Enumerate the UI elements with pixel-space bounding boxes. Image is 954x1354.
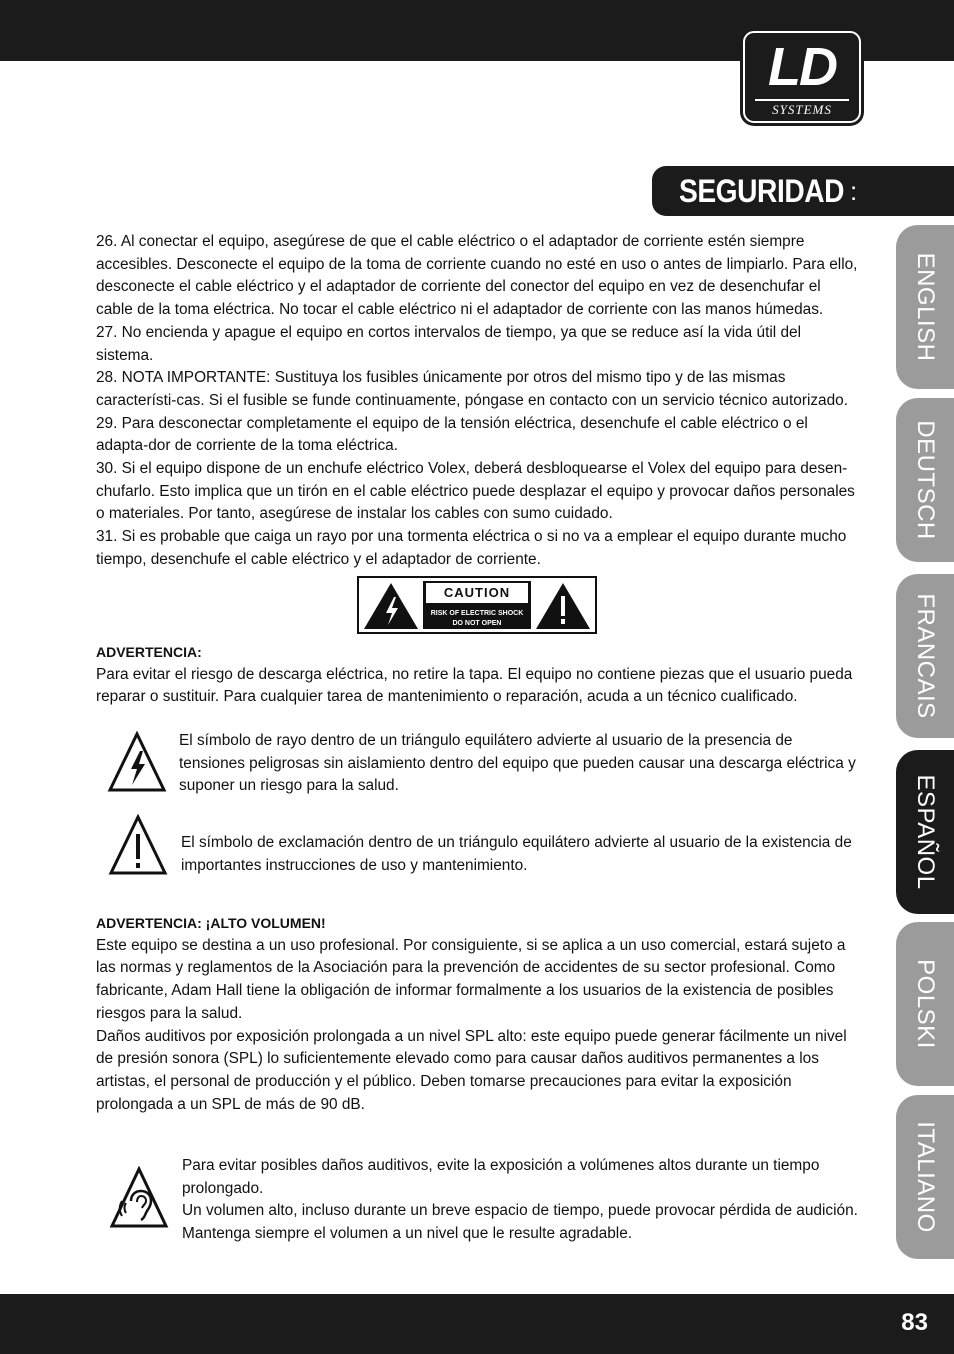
caution-center-panel: [423, 581, 531, 629]
section-title-text: SEGURIDAD: [679, 173, 845, 209]
safety-item-31: 31. Si es probable que caiga un rayo por una tormenta eléctrica o si no va a emplear el equipo durante mucho tiempo, desenchufe el cable eléctrico y el adaptador de corriente.: [96, 528, 847, 568]
warning-electric-heading: ADVERTENCIA:: [96, 644, 202, 660]
warning-volume-para2: Daños auditivos por exposición prolongada a un nivel SPL alto: este equipo puede generar fácilmente un nivel de presión sonora (SPL) lo suficientemente elevado como para causar daños auditivos permanentes a los artistas, el personal de producción y el público. Deben tomarse precauciones para evitar la exposición prolongada a un SPL de más de 90 dB.: [96, 1027, 847, 1113]
caution-label: [357, 576, 597, 634]
safety-item-29: 29. Para desconectar completamente el equipo de la tensión eléctrica, desenchufe el cable eléctrico o el adapta-dor de corriente de la toma eléctrica.: [96, 414, 808, 455]
caution-subtext: [423, 609, 531, 629]
exclamation-symbol-text: El símbolo de exclamación dentro de un triángulo equilátero advierte al usuario de la existencia de importantes instrucciones de uso y mantenimiento.: [181, 834, 852, 874]
lightning-warning-icon: [107, 731, 167, 793]
caution-word: CAUTION: [426, 583, 528, 603]
hearing-text-line1: Para evitar posibles daños auditivos, evite la exposición a volúmenes altos durante un tiempo prolongado.: [182, 1157, 820, 1197]
warning-electric: [96, 641, 858, 709]
hearing-text-line2: Un volumen alto, incluso durante un breve espacio de tiempo, puede provocar pérdida de audición. Mantenga siempre el volumen a un nivel que le resulte agradable.: [182, 1202, 858, 1243]
lightning-triangle-icon: [362, 581, 420, 631]
safety-item-30: 30. Si el equipo dispone de un enchufe eléctrico Volex, deberá desbloquearse el Volex del equipo para desen-chufarlo. Esto implica que un tirón en el cable eléctrico puede desplazar el equipo y provocar daños personales o materiales. Por tanto, asegúrese de instalar los cables con sumo cuidado.: [96, 460, 855, 523]
tab-espanol-label: ESPAÑOL: [912, 774, 939, 890]
ld-systems-logo: [740, 28, 864, 126]
tab-polski[interactable]: [896, 922, 954, 1086]
caution-subtext-line1: RISK OF ELECTRIC SHOCK: [430, 610, 524, 617]
safety-item-28: 28. NOTA IMPORTANTE: Sustituya los fusibles únicamente por otros del mismo tipo y de las mismas característi-cas. Si el fusible se funde continuamente, póngase en contacto con un servicio técnico autorizado.: [96, 369, 849, 409]
logo-sub-text: SYSTEMS: [755, 99, 849, 118]
tab-deutsch[interactable]: [896, 398, 954, 562]
exclamation-triangle-icon: [534, 581, 592, 631]
tab-deutsch-label: DEUTSCH: [912, 420, 939, 540]
tab-italiano-label: ITALIANO: [912, 1121, 939, 1233]
exclamation-warning-icon: [108, 814, 168, 876]
page-number: 83: [901, 1309, 928, 1336]
warning-volume-para1: Este equipo se destina a un uso profesional. Por consiguiente, si se aplica a un uso comercial, estará sujeto a las normas y reglamentos de la Asociación para la prevención de accidentes de su sector profesional. Como fabricante, Adam Hall tiene la obligación de informar formalmente a los usuarios de la existencia de posibles riesgos para la salud.: [96, 936, 846, 1022]
warning-volume: [96, 912, 858, 1116]
caution-subtext-line2: DO NOT OPEN: [452, 620, 502, 627]
section-title: [652, 166, 954, 216]
hearing-text: [182, 1155, 858, 1246]
safety-item-27: 27. No encienda y apague el equipo en cortos intervalos de tiempo, ya que se reduce así la vida útil del sistema.: [96, 323, 802, 364]
tab-francais[interactable]: [896, 574, 954, 738]
tab-english[interactable]: [896, 225, 954, 389]
warning-electric-body: Para evitar el riesgo de descarga eléctrica, no retire la tapa. El equipo no contiene piezas que el usuario pueda reparar o sustituir. Para cualquier tarea de mantenimiento o reparación, acuda a un técnico cualificado.: [96, 665, 853, 706]
warning-volume-heading: ADVERTENCIA: ¡ALTO VOLUMEN!: [96, 915, 326, 931]
safety-item-26: 26. Al conectar el equipo, asegúrese de que el cable eléctrico o el adaptador de corriente estén siempre accesibles. Desconecte el equipo de la toma de corriente cuando no esté en uso o antes de limpiarlo. Para ello, desconecte el cable eléctrico y el adaptador de corriente del conector del equipo en vez de desenchufar el cable de la toma eléctrica. No tocar el cable eléctrico ni el adaptador de corriente con las manos húmedas.: [96, 233, 858, 319]
safety-items: [96, 231, 858, 572]
tab-italiano[interactable]: [896, 1095, 954, 1259]
lightning-symbol-text: El símbolo de rayo dentro de un triángulo equilátero advierte al usuario de la presencia de tensiones peligrosas sin aislamiento dentro del equipo que pueden causar una descarga eléctrica y suponer un riesgo para la salud.: [179, 732, 856, 795]
hearing-damage-icon: [109, 1166, 169, 1229]
bottom-bar: [0, 1294, 954, 1354]
tab-francais-label: FRANCAIS: [912, 593, 939, 719]
logo-frame: [743, 31, 861, 123]
logo-main-text: LD: [768, 37, 836, 97]
section-title-colon: :: [850, 176, 858, 206]
tab-polski-label: POLSKI: [912, 959, 939, 1049]
tab-espanol[interactable]: [896, 750, 954, 914]
tab-english-label: ENGLISH: [912, 252, 939, 362]
